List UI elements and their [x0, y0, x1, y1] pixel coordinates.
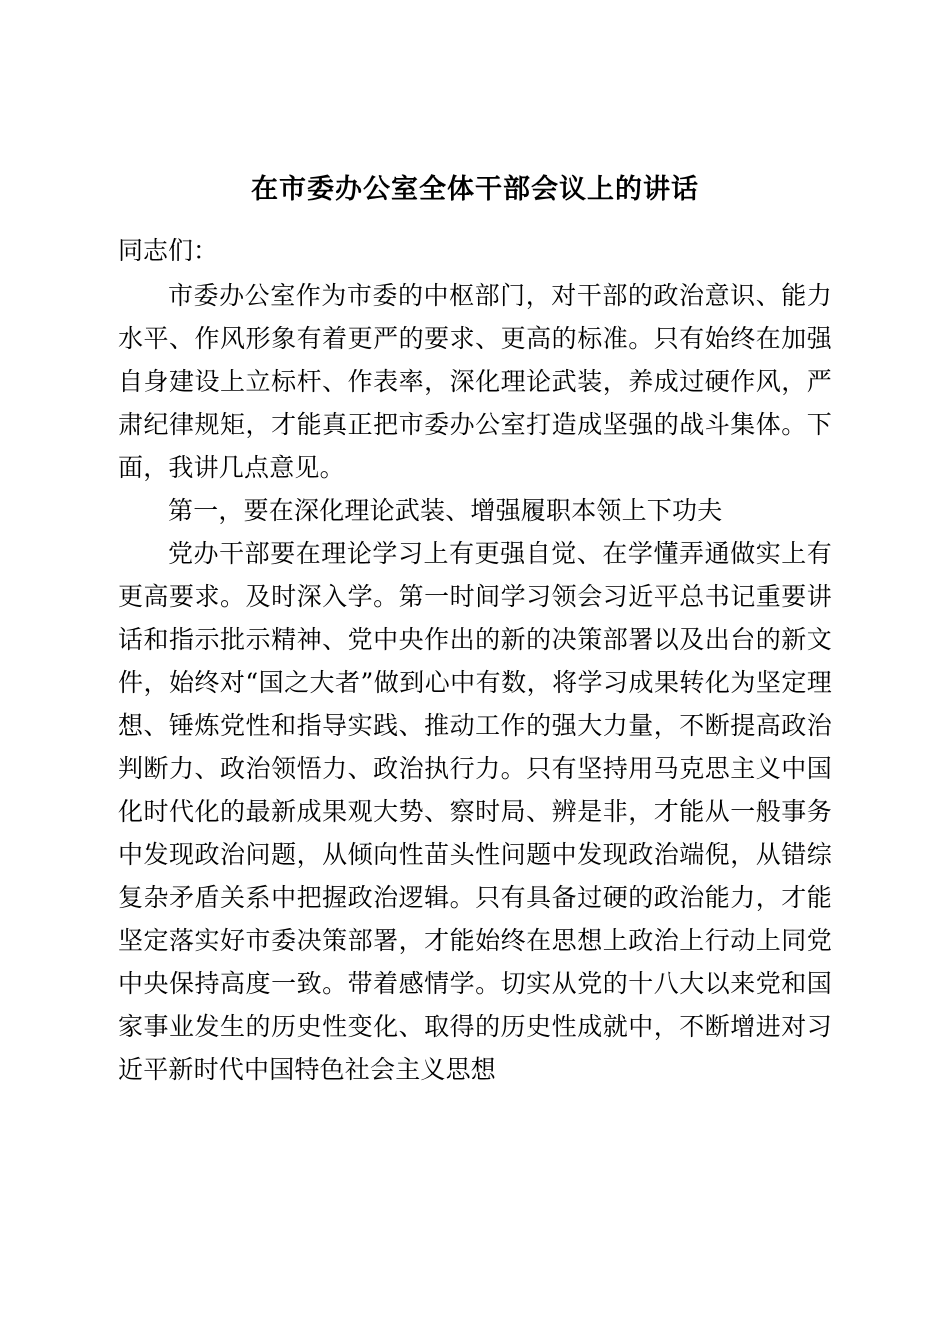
paragraph-2: 第一，要在深化理论武装、增强履职本领上下功夫 [168, 495, 723, 525]
salutation: 同志们： [118, 235, 219, 265]
page-title: 在市委办公室全体干部会议上的讲话 [251, 174, 699, 205]
paragraph-3: 党办干部要在理论学习上有更强自觉、在学懂弄通做实上有更高要求。及时深入学。第一时间学习领会习近平总书记重要讲话和指示批示精神、党中央作出的新的决策部署以及出台的新文件，始终对“国之大者”做到心中有数，将学习成果转化为坚定理想、锤炼党性和指导实践、推动工作的强大力量，不断提高政治判断力、政治领悟力、政治执行力。只有坚持用马克思主义中国化时代化的最新成果观大势、察时局、辨是非，才能从一般事务中发现政治问题，从倾向性苗头性问题中发现政治端倪，从错综复杂矛盾关系中把握政治逻辑。只有具备过硬的政治能力，才能坚定落实好市委决策部署，才能始终在思想上政治上行动上同党中央保持高度一致。带着感情学。切实从党的十八大以来党和国家事业发生的历史性变化、取得的历史性成就中，不断增进对习近平新时代中国特色社会主义思想 [118, 538, 832, 1084]
paragraph-1: 市委办公室作为市委的中枢部门，对干部的政治意识、能力水平、作风形象有着更严的要求、更高的标准。只有始终在加强自身建设上立标杆、作表率，深化理论武装，养成过硬作风，严肃纪律规矩，才能真正把市委办公室打造成坚强的战斗集体。下面，我讲几点意见。 [118, 280, 832, 482]
